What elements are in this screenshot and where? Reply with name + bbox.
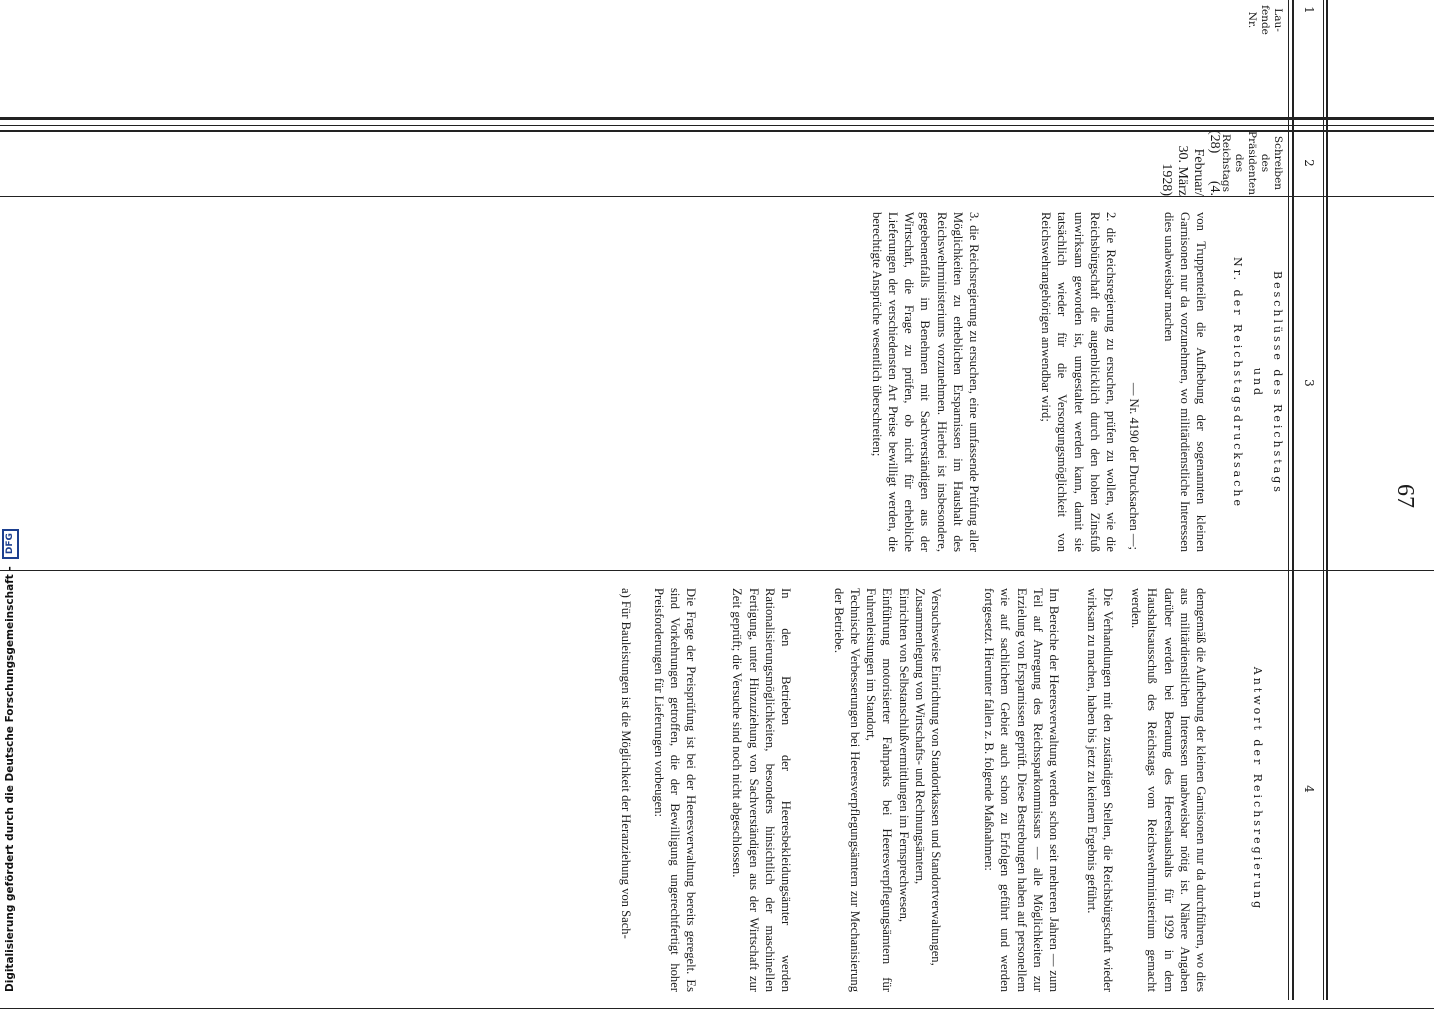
col4-paragraph-1: demgemäß die Aufhebung der kleinen Garnisonen nur da durchführen, wo dies aus militärdienstlichen Interessen unabweisbar nötig ist. Nähere Angaben darüber werden bei Beratung des Heereshaushalts für 1929 in dem Haushaltsausschuß des Reichstags vom Reichswehrministerium gemacht werden.	[1129, 588, 1208, 992]
col4-paragraph-5: In den Betrieben der Heeresbekleidungsämter werden Rationalisierungsmöglichkeiten, besonders hinsichtlich der maschinellen Fertigung, unter Hinzuziehung von Sachverständigen aus der Wirtschaft zur Zeit geprüft; die Versuche sind noch nicht abgeschlossen.	[730, 588, 793, 992]
col4-paragraph-4: Versuchsweise Einrichtung von Standortkassen und Standortverwaltungen, Zusammenlegung von Wirtschafts- und Rechnungsämtern, Einrichten von Selbstanschlußvermittlungen im Fernsprechwesen, Einführung motorisierter Fahrparks bei Heeresverpflegungsämtern für Fuhrenleistungen im Standort, Technische Verbesserungen bei Heeresverpflegungsämtern zur Mechanisierung der Betriebe.	[831, 588, 943, 992]
page-number: 67	[1392, 484, 1418, 508]
col3-drucksache-reference: — Nr. 4190 der Drucksachen —;	[1127, 382, 1141, 550]
header-laufende-nr: Lau- fende Nr.	[1246, 5, 1284, 35]
column-number-2: 2	[1302, 159, 1316, 167]
col4-paragraph-3: Im Bereiche der Heeresverwaltung werden schon seit mehreren Jahren — zum Teil auf Anregung des Reichssparkommissars — alle Möglichkeiten zur Erzielung von Ersparnissen geprüft. Diese Bestrebungen haben auf personellem wie auf sachlichem Gebiet auch schon zu Erfolgen geführt und werden fortgesetzt. Hierunter fallen z. B. folgende Maßnahmen:	[982, 588, 1061, 992]
header-numbers-rule	[1323, 0, 1324, 1000]
header-antwort: Antwort der Reichsregierung	[1251, 666, 1264, 912]
header-top-rule	[1326, 0, 1328, 1000]
column-number-3: 3	[1302, 379, 1316, 387]
header-drucksache: Nr. der Reichstagsdrucksache	[1231, 256, 1244, 509]
subheader-rule	[1288, 0, 1289, 1000]
header-und: und	[1251, 367, 1264, 399]
header-schreiben-praesident: Schreiben des Präsidenten des Reichstags	[1220, 131, 1284, 195]
col4-paragraph-6: Die Frage der Preisprüfung ist bei der Heeresverwaltung bereits geregelt. Es sind Vorkehrungen getroffen, die der Bewilligung ungerechtfertigt hoher Preisforderungen für Lieferungen vorbeugen:	[651, 588, 698, 992]
col3-intro-text: von Truppenteilen die Aufhebung der sogenannten kleinen Garnisonen nur da vorzunehmen, wo militärdienstliche Interessen dies unabweisbar machen	[1161, 212, 1208, 552]
column-number-4: 4	[1302, 785, 1316, 793]
row-number: (28)	[1207, 130, 1222, 154]
col3-item-2: 2. die Reichsregierung zu ersuchen, prüfen zu wollen, wie die Reichsbürgschaft die augenblicklich durch den hohen Zinsfuß unwirksam geworden ist, umgestaltet werden kann, damit sie tatsächlich wieder für die Versorgungsmöglichkeit von Reichswehrangehörigen anwendbar wird;	[1039, 212, 1118, 552]
col4-paragraph-7: a) Für Bauleistungen ist die Möglichkeit der Heranziehung von Sach-	[619, 588, 633, 939]
column-rule-2	[0, 196, 1434, 197]
digitization-footer	[0, 0, 20, 1000]
col4-paragraph-2: Die Verhandlungen mit den zuständigen Stellen, die Reichsbürgschaft wieder wirksam zu machen, haben bis jetzt zu keinem Ergebnis geführt.	[1084, 588, 1115, 992]
col3-item-3: 3. die Reichsregierung zu ersuchen, eine umfassende Prüfung aller Möglichkeiten zu erheblichen Ersparnissen im Haushalt des Reichswehrministeriums vorzunehmen. Hierbei ist insbesondere, gegebenenfalls im Benehmen mit Sachverständigen aus der Wirtschaft, die Frage zu prüfen, ob nicht für erhebliche Lieferungen der verschiedensten Art Preise bewilligt werden, die berechtigte Ansprüche wesentlich überschreiten;	[869, 212, 981, 552]
column-number-1: 1	[1302, 6, 1316, 14]
header-beschluesse: Beschlüsse des Reichstags	[1271, 271, 1284, 495]
dfg-logo: DFG	[2, 529, 19, 559]
column-rule-3	[0, 570, 1434, 571]
table-left-rule	[0, 117, 1434, 120]
footer-text: Digitalisierung gefördert durch die Deutsche Forschungsgemeinschaft -	[4, 566, 16, 992]
row-date: (4. Februar/ 30. März 1928)	[1159, 145, 1222, 196]
header-bottom-rule	[1292, 0, 1294, 1000]
table-right-rule	[0, 125, 1434, 126]
